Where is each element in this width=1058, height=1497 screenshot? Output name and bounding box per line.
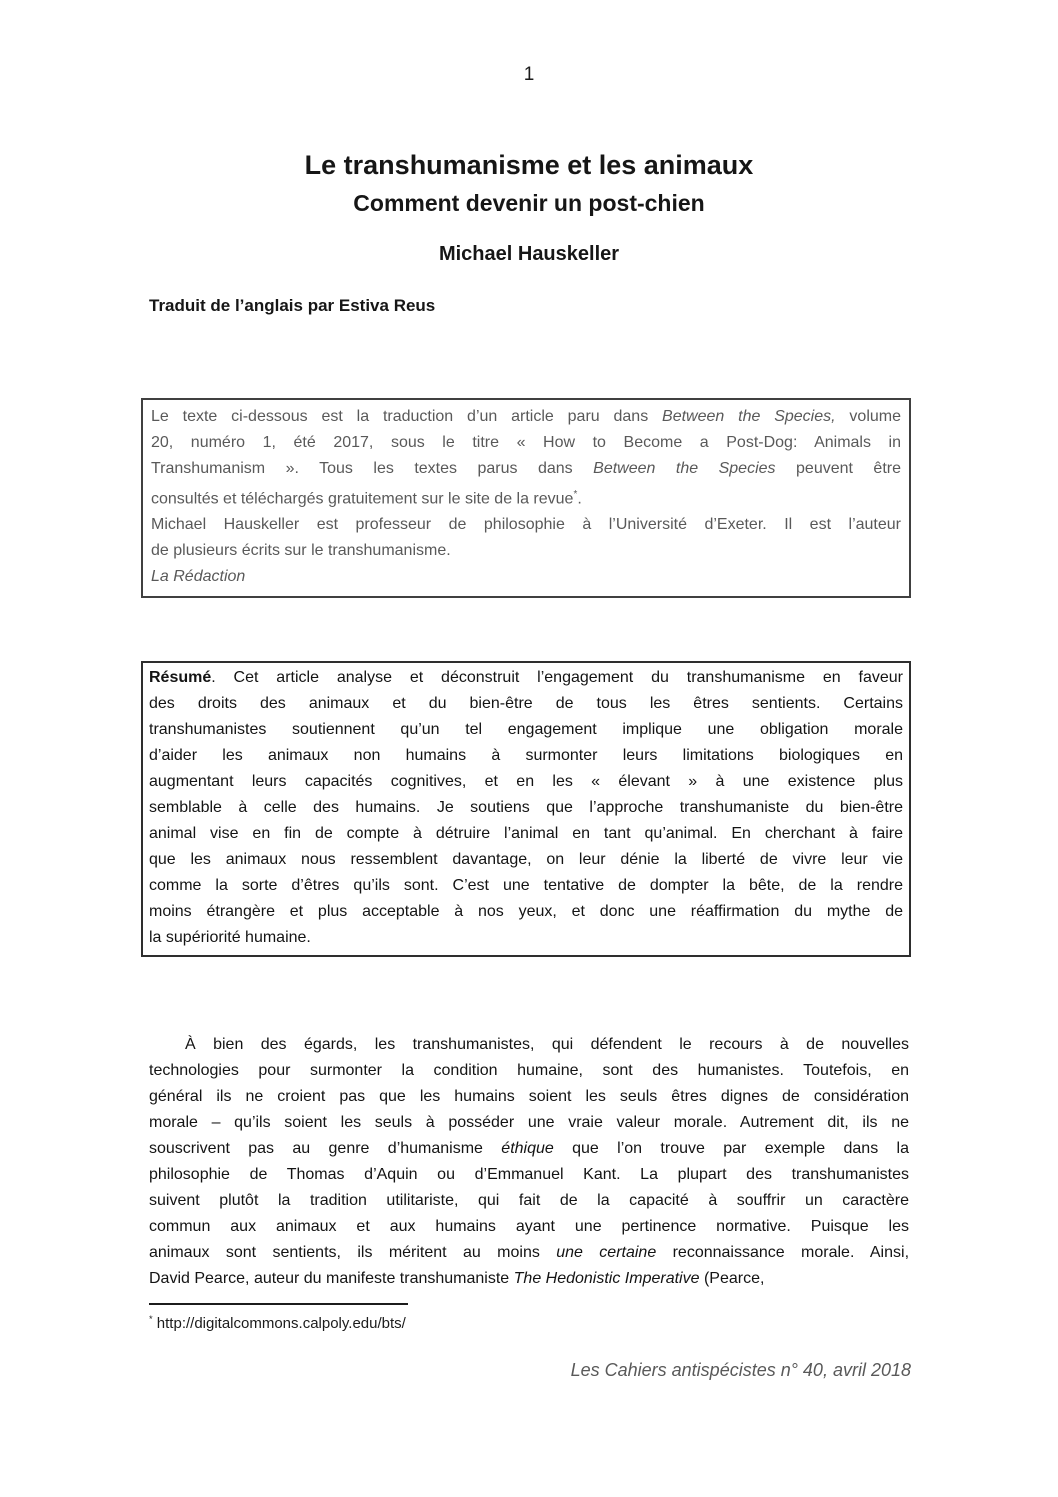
footnote xyxy=(149,1314,406,1332)
abstract-line: transhumanistes soutiennent qu’un tel engagement implique une obligation morale xyxy=(149,721,903,738)
author-name: Michael Hauskeller xyxy=(438,243,620,265)
abstract-line: des droits des animaux et du bien-être de tous les êtres sentients. Certains xyxy=(149,695,903,712)
body-line: À bien des égards, les transhumanistes, qui défendent le recours à de nouvelles xyxy=(185,1036,909,1053)
body-paragraph xyxy=(149,1032,909,1292)
page-number: 1 xyxy=(523,64,535,85)
body-line: philosophie de Thomas d’Aquin ou d’Emmanuel Kant. La plupart des transhumanistes xyxy=(149,1166,909,1183)
abstract-line: Résumé. Cet article analyse et déconstruit l’engagement du transhumanisme en faveur xyxy=(149,669,903,686)
body-line: suivent plutôt la tradition utilitariste, qui fait de la capacité à souffrir un caractère xyxy=(149,1192,909,1209)
body-line: commun aux animaux et aux humains ayant une pertinence normative. Puisque les xyxy=(149,1218,909,1235)
journal-footer: Les Cahiers antispécistes n° 40, avril 2018 xyxy=(570,1360,911,1380)
abstract-line: la supériorité humaine. xyxy=(149,929,311,946)
footnote-url: http://digitalcommons.calpoly.edu/bts/ xyxy=(156,1315,406,1332)
article-title: Le transhumanisme et les animaux xyxy=(304,150,754,180)
abstract-line: animal vise en fin de compte à détruire l’animal en tant qu’animal. En cherchant à faire xyxy=(149,825,903,842)
abstract-line: semblable à celle des humains. Je soutiens que l’approche transhumaniste du bien-être xyxy=(149,799,903,816)
translator-credit: Traduit de l’anglais par Estiva Reus xyxy=(149,296,436,315)
editorial-note-line: 20, numéro 1, été 2017, sous le titre « How to Become a Post-Dog: Animals in xyxy=(151,434,901,451)
editorial-note-line: Le texte ci-dessous est la traduction d’un article paru dans Between the Species, volume xyxy=(151,408,901,425)
editorial-note-line: consultés et téléchargés gratuitement sur le site de la revue*. xyxy=(151,489,582,508)
body-line: technologies pour surmonter la condition humaine, sont des humanistes. Toutefois, en xyxy=(149,1062,909,1079)
body-line: animaux sont sentients, ils méritent au moins une certaine reconnaissance morale. Ainsi, xyxy=(149,1244,910,1261)
body-line: David Pearce, auteur du manifeste transhumaniste The Hedonistic Imperative (Pearce, xyxy=(149,1270,765,1287)
editorial-note-line: Transhumanism ». Tous les textes parus dans Between the Species peuvent être xyxy=(151,460,902,477)
editorial-note-line: Michael Hauskeller est professeur de philosophie à l’Université d’Exeter. Il est l’auteur xyxy=(151,516,901,534)
abstract-line: moins étrangère et plus acceptable à nos yeux, et donc une réaffirmation du mythe de xyxy=(149,903,903,920)
abstract-line: d’aider les animaux non humains à surmonter leurs limitations biologiques en xyxy=(149,747,903,764)
editorial-note-line: La Rédaction xyxy=(151,568,246,586)
footnote-marker: * xyxy=(149,1314,153,1324)
editorial-note-box xyxy=(141,398,911,598)
abstract-line: augmentant leurs capacités cognitives, et en les « élevant » à une existence plus xyxy=(149,773,903,790)
abstract-box xyxy=(141,661,911,957)
body-line: général ils ne croient pas que les humains soient les seuls êtres dignes de considération xyxy=(149,1088,909,1105)
editorial-note-line: de plusieurs écrits sur le transhumanisme. xyxy=(151,542,451,560)
body-line: souscrivent pas au genre d’humanisme éthique que l’on trouve par exemple dans la xyxy=(149,1140,909,1157)
abstract-line: comme la sorte d’êtres qu’ils sont. C’est une tentative de dompter la bête, de la rendre xyxy=(149,877,903,894)
body-line: morale – qu’ils soient les seuls à posséder une vraie valeur morale. Autrement dit, ils ne xyxy=(149,1114,909,1131)
article-subtitle: Comment devenir un post-chien xyxy=(353,190,705,216)
abstract-line: que les animaux nous ressemblent davantage, on leur dénie la liberté de vivre leur vie xyxy=(149,851,903,868)
footnote-divider xyxy=(149,1303,408,1305)
